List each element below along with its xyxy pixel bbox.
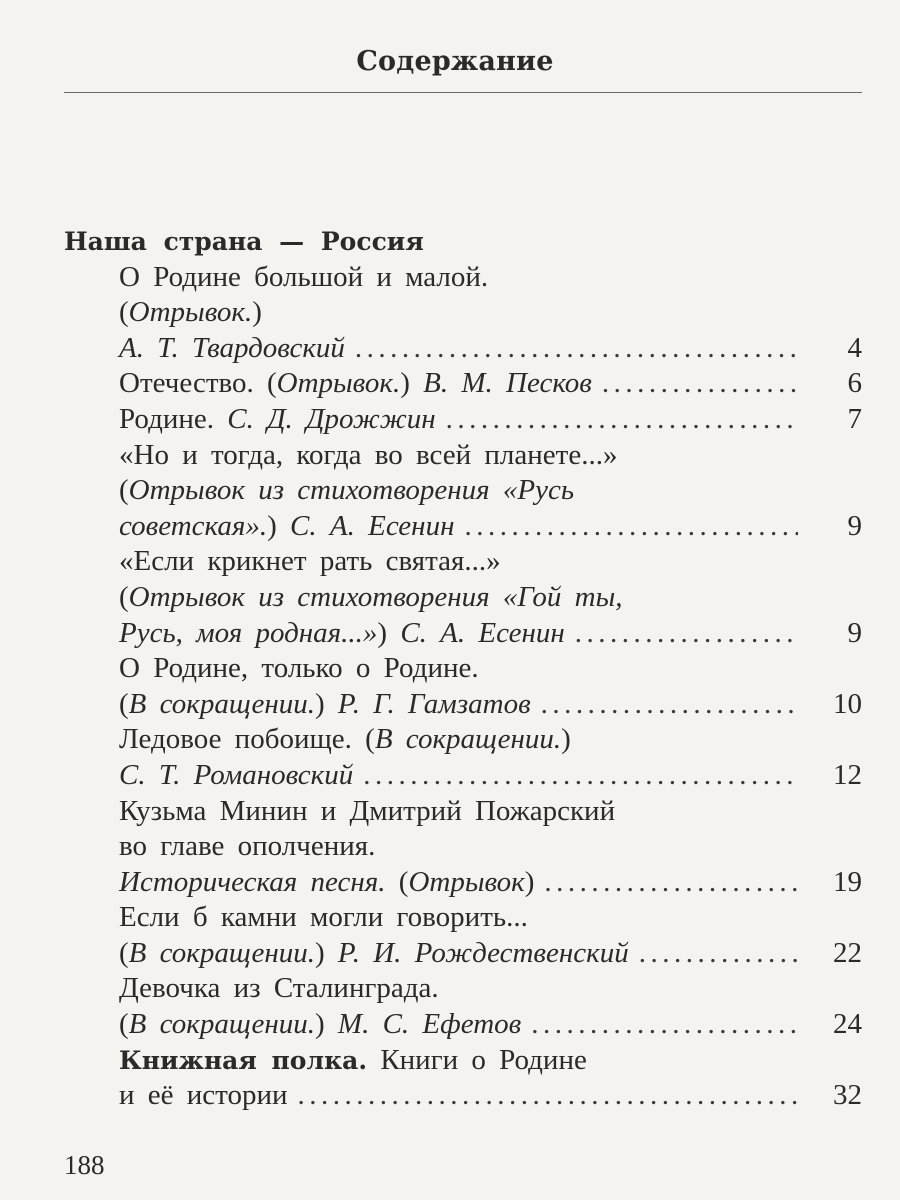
dot-leader xyxy=(531,1007,798,1043)
toc-entry-text xyxy=(119,758,353,794)
toc-line xyxy=(64,260,862,296)
toc-entry-part: Ледовое побоище. ( xyxy=(119,723,375,756)
toc-entry-part: О Родине большой и малой. xyxy=(119,260,489,293)
toc-entry-part: ) xyxy=(377,616,401,649)
toc-page-number: 19 xyxy=(833,865,862,898)
toc-entry-italic: Отрывок. xyxy=(276,367,401,400)
section-title: Наша страна — Россия xyxy=(64,227,424,256)
toc-entry-italic: Отрывок. xyxy=(128,296,253,329)
toc-line xyxy=(64,722,862,758)
toc-entry-part: Если б камни могли говорить... xyxy=(119,901,528,934)
toc-line xyxy=(64,544,862,580)
toc-page-number: 12 xyxy=(833,758,862,791)
toc-line xyxy=(64,1007,862,1043)
toc-entry-part: ) xyxy=(400,367,424,400)
toc-page-number: 9 xyxy=(847,616,862,649)
toc-line xyxy=(64,402,862,438)
toc-entry-part: ( xyxy=(119,687,129,720)
toc-entry-part: ( xyxy=(119,580,129,613)
toc-line xyxy=(64,295,862,331)
toc-line xyxy=(64,331,862,367)
toc-entry-italic: Р. Г. Гамзатов xyxy=(337,687,531,720)
toc-page-number: 22 xyxy=(833,936,862,969)
toc-entry-italic: Отрывок из стихотворения «Русь xyxy=(128,474,575,507)
toc-page-number: 6 xyxy=(847,367,862,400)
toc-entry-italic: С. Д. Дрожжин xyxy=(227,402,436,435)
toc-line xyxy=(64,936,862,972)
toc-entry-text xyxy=(119,794,615,830)
toc-line xyxy=(64,616,862,652)
toc-entry-text xyxy=(119,544,501,580)
toc-entry-italic: В сокращении. xyxy=(128,936,315,969)
toc-page-number: 7 xyxy=(847,402,862,435)
toc-entry-part: ( xyxy=(385,865,409,898)
toc-entry-italic: Отрывок xyxy=(408,865,525,898)
toc-entry-text xyxy=(119,1007,521,1043)
toc-entry-part: ( xyxy=(119,936,129,969)
page-number: 188 xyxy=(64,1150,105,1180)
title-rule xyxy=(64,92,862,93)
toc-line xyxy=(64,438,862,474)
dot-leader xyxy=(602,366,798,402)
toc-page-number: 4 xyxy=(847,331,862,364)
toc-entry-part: ) xyxy=(314,1008,338,1041)
toc-entry-text xyxy=(119,900,528,936)
toc-entry-text xyxy=(119,260,488,296)
toc-entry-text xyxy=(119,1078,287,1114)
toc-entry-part: ) xyxy=(561,723,571,756)
toc-line xyxy=(64,509,862,545)
toc-entry-italic: Р. И. Рождественский xyxy=(337,936,629,969)
toc-entry-part: Кузьма Минин и Дмитрий Пожарский xyxy=(119,794,616,827)
toc-line xyxy=(64,1043,862,1079)
toc-entry-italic: М. С. Ефетов xyxy=(337,1008,522,1041)
toc-line xyxy=(64,1078,862,1114)
toc-entry-part: ( xyxy=(119,296,129,329)
toc-entry-part: во главе ополчения. xyxy=(119,830,376,863)
toc-entry-part: ) xyxy=(314,687,338,720)
toc-entry-text xyxy=(119,402,436,438)
toc-entry-text xyxy=(119,331,345,367)
dot-leader xyxy=(639,936,798,972)
dot-leader xyxy=(544,865,798,901)
toc-entry-text xyxy=(119,829,375,865)
toc-entry-italic: С. Т. Романовский xyxy=(119,758,354,791)
toc-entry-text xyxy=(119,687,531,723)
toc-entry-part: ( xyxy=(119,474,129,507)
toc-entry-part: Книги о Родине xyxy=(367,1043,587,1076)
toc-page-number: 32 xyxy=(833,1079,862,1112)
toc-entry-part: ) xyxy=(252,296,262,329)
toc-line xyxy=(64,865,862,901)
toc-entry-text xyxy=(119,366,592,402)
dot-leader xyxy=(464,509,798,545)
toc-entry-part: ( xyxy=(119,1008,129,1041)
toc-entry-text xyxy=(119,936,629,972)
toc-entry-part: и её истории xyxy=(119,1079,288,1112)
toc-entry-italic: С. А. Есенин xyxy=(400,616,565,649)
toc-entry-part: ) xyxy=(314,936,338,969)
table-of-contents xyxy=(64,224,862,1114)
dot-leader xyxy=(575,616,798,652)
toc-page-number: 9 xyxy=(847,509,862,542)
toc-page-number: 10 xyxy=(833,687,862,720)
toc-entry-text xyxy=(119,473,574,509)
toc-line xyxy=(64,366,862,402)
toc-line xyxy=(64,900,862,936)
toc-entry-text xyxy=(119,722,571,758)
toc-entry-italic: В сокращении. xyxy=(128,687,315,720)
toc-entry-part: «Если крикнет рать святая...» xyxy=(119,545,501,578)
toc-entry-italic: Историческая песня. xyxy=(119,865,386,898)
toc-entry-text xyxy=(119,865,534,901)
toc-entry-italic: Русь, моя родная...» xyxy=(119,616,378,649)
dot-leader xyxy=(297,1078,798,1114)
toc-entry-part: Отечество. ( xyxy=(119,367,277,400)
toc-entry-part: Родине. xyxy=(119,402,228,435)
toc-entry-italic: В. М. Песков xyxy=(423,367,592,400)
toc-line xyxy=(64,580,862,616)
toc-line xyxy=(64,829,862,865)
toc-entry-part: «Но и тогда, когда во всей планете...» xyxy=(119,438,618,471)
toc-entry-text xyxy=(119,616,565,652)
toc-entry-text xyxy=(119,438,617,474)
toc-line xyxy=(64,473,862,509)
toc-entry-italic: В сокращении. xyxy=(128,1008,315,1041)
toc-entry-italic: А. Т. Твардовский xyxy=(119,331,345,364)
toc-entry-part: О Родине, только о Родине. xyxy=(119,652,479,685)
toc-entry-part: ) xyxy=(267,509,291,542)
toc-entry-italic: Отрывок из стихотворения «Гой ты, xyxy=(128,580,623,613)
dot-leader xyxy=(363,758,798,794)
toc-entry-part: Девочка из Сталинграда. xyxy=(119,972,439,1005)
toc-entry-italic: советская». xyxy=(119,509,268,542)
dot-leader xyxy=(446,402,798,438)
page-title: Содержание xyxy=(356,46,554,77)
toc-line xyxy=(64,794,862,830)
toc-entry-text xyxy=(119,1043,587,1079)
toc-entry-bold: Книжная полка. xyxy=(119,1045,368,1075)
toc-entry-text xyxy=(119,580,622,616)
toc-line xyxy=(64,651,862,687)
dot-leader xyxy=(355,331,798,367)
dot-leader xyxy=(541,687,798,723)
toc-page-number: 24 xyxy=(833,1008,862,1041)
toc-line xyxy=(64,687,862,723)
toc-entry-text xyxy=(119,509,454,545)
toc-entry-text xyxy=(119,651,479,687)
toc-line xyxy=(64,971,862,1007)
toc-entry-text xyxy=(119,971,439,1007)
toc-entry-italic: С. А. Есенин xyxy=(290,509,455,542)
toc-entry-italic: В сокращении. xyxy=(374,723,562,756)
toc-entry-part: ) xyxy=(524,865,535,898)
toc-line xyxy=(64,758,862,794)
toc-entry-text xyxy=(119,295,262,331)
